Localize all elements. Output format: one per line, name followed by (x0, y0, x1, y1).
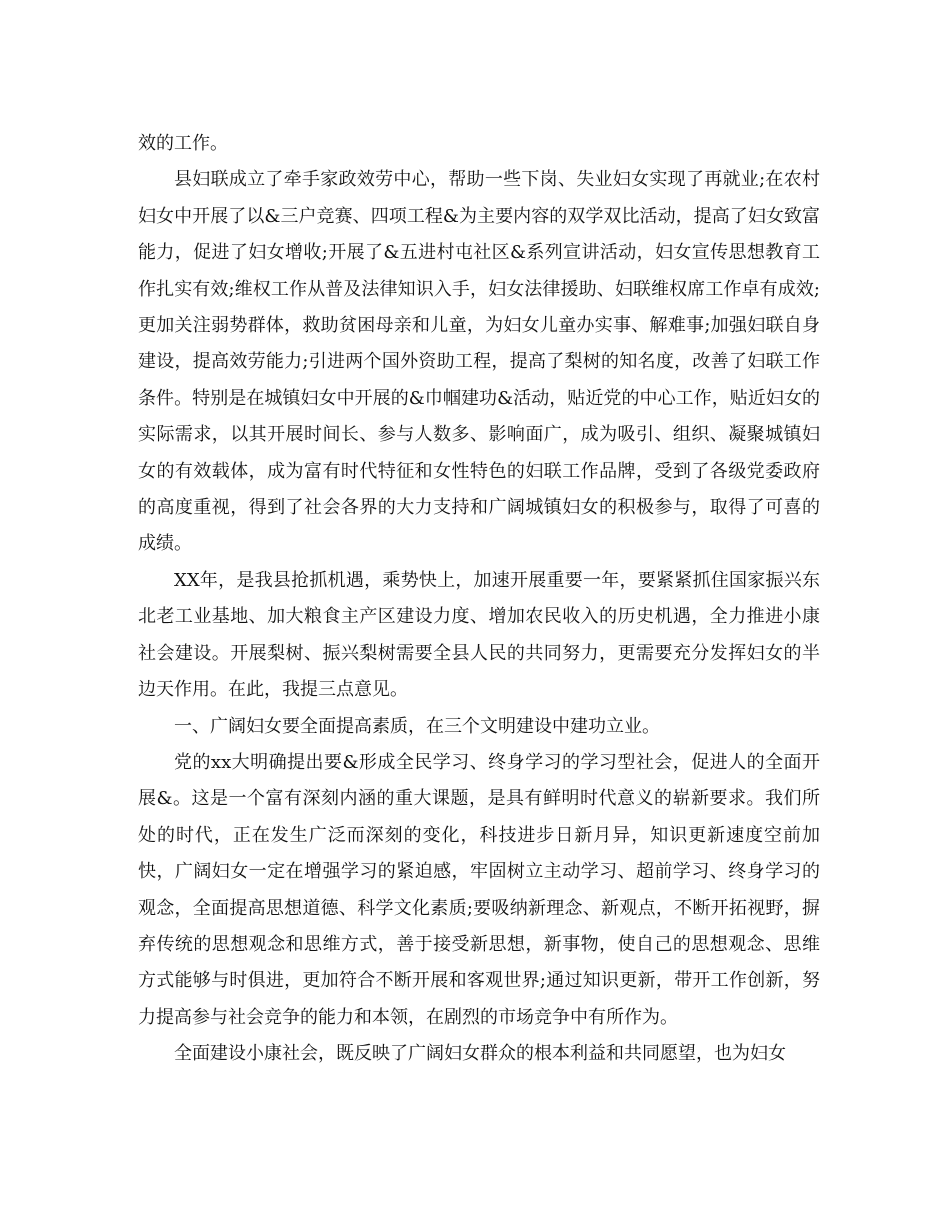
paragraph-xiaokang-society: 全面建设小康社会，既反映了广阔妇女群众的根本利益和共同愿望，也为妇女 (174, 1043, 786, 1065)
section-heading-one: 一、广阔妇女要全面提高素质，在三个文明建设中建功立业。 (174, 715, 660, 737)
paragraph-continuation: 效的工作。 (138, 133, 228, 154)
body-text (138, 126, 820, 1073)
paragraph-xx-year: XX年，是我县抢抓机遇，乘势快上，加速开展重要一年，要紧紧抓住国家振兴东北老工业基地、加大粮食主产区建设力度、增加农民收入的历史机遇，全力推进小康社会建设。开展梨树、振兴梨树需要全县人民的共同努力，更需要充分发挥妇女的半边天作用。在此，我提三点意见。 (138, 569, 820, 701)
paragraph-learning-society: 党的xx大明确提出要&形成全民学习、终身学习的学习型社会，促进人的全面开展&。这是一个富有深刻内涵的重大课题，是具有鲜明时代意义的崭新要求。我们所处的时代，正在发生广泛而深刻的变化，科技进步日新月异，知识更新速度空前加快，广阔妇女一定在增强学习的紧迫感，牢固树立主动学习、超前学习、终身学习的观念，全面提高思想道德、科学文化素质;要吸纳新理念、新观点，不断开拓视野，摒弃传统的思想观念和思维方式，善于接受新思想，新事物，使自己的思想观念、思维方式能够与时俱进，更加符合不断开展和客观世界;通过知识更新，带开工作创新，努力提高参与社会竞争的能力和本领，在剧烈的市场竞争中有所作为。 (138, 751, 820, 1028)
paragraph-womens-federation-work: 县妇联成立了牵手家政效劳中心，帮助一些下岗、失业妇女实现了再就业;在农村妇女中开展了以&三户竞赛、四项工程&为主要内容的双学双比活动，提高了妇女致富能力，促进了妇女增收;开展了&五进村屯社区&系列宣讲活动，妇女宣传思想教育工作扎实有效;维权工作从普及法律知识入手，妇女法律援助、妇联维权席工作卓有成效;更加关注弱势群体，救助贫困母亲和儿童，为妇女儿童办实事、解难事;加强妇联自身建设，提高效劳能力;引进两个国外资助工程，提高了梨树的知名度，改善了妇联工作条件。特别是在城镇妇女中开展的&巾帼建功&活动，贴近党的中心工作，贴近妇女的实际需求，以其开展时间长、参与人数多、影响面广，成为吸引、组织、凝聚城镇妇女的有效载体，成为富有时代特征和女性特色的妇联工作品牌，受到了各级党委政府的高度重视，得到了社会各界的大力支持和广阔城镇妇女的积极参与，取得了可喜的成绩。 (138, 169, 820, 555)
